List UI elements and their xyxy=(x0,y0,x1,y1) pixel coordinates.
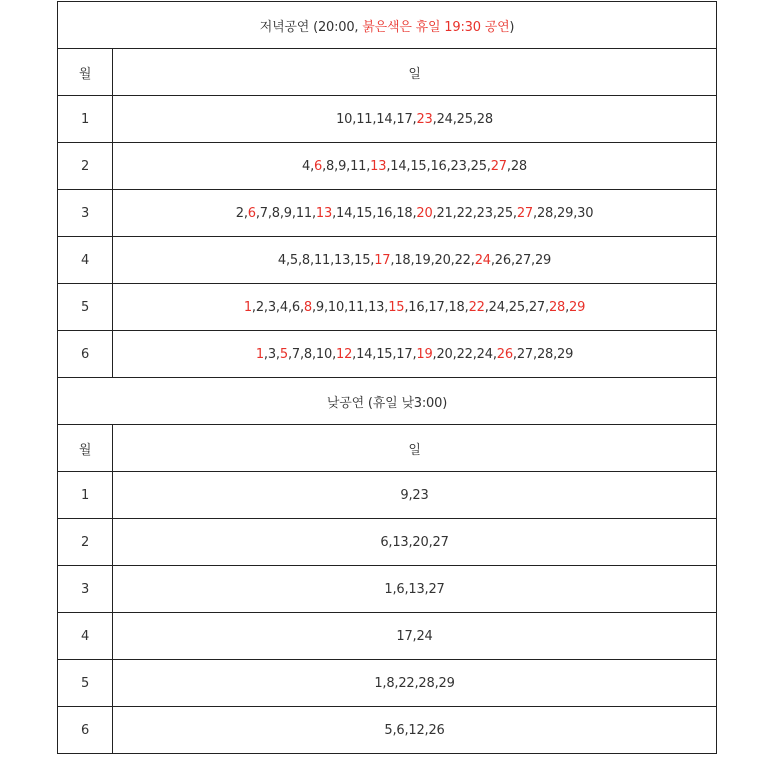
holiday-date: 27 xyxy=(516,205,533,221)
date: 25 xyxy=(508,299,525,315)
days-cell: 9,23 xyxy=(113,472,717,519)
holiday-date: 28 xyxy=(548,299,566,315)
date: 10 xyxy=(336,111,353,127)
date: 6 xyxy=(291,299,300,315)
date: 29 xyxy=(557,205,574,221)
month-cell: 5 xyxy=(58,284,113,331)
date: 5 xyxy=(289,252,298,268)
evening-title-suffix: ) xyxy=(509,19,515,35)
date: 13 xyxy=(368,299,385,315)
date: 18 xyxy=(394,252,411,268)
month-cell: 5 xyxy=(58,660,113,707)
holiday-date: 15 xyxy=(388,299,405,315)
date: 28 xyxy=(476,111,493,127)
evening-title-row xyxy=(58,2,717,49)
evening-title-prefix: 저녁공연 (20:00, xyxy=(259,19,363,35)
date: 22 xyxy=(456,346,473,362)
date: 9 xyxy=(315,299,324,315)
days-cell: 1,8,22,28,29 xyxy=(113,660,717,707)
holiday-date: 13 xyxy=(370,158,387,174)
date: 8 xyxy=(301,252,310,268)
holiday-date: 26 xyxy=(496,346,513,362)
date: 17 xyxy=(396,346,413,362)
date: 28 xyxy=(510,158,527,174)
evening-header-row xyxy=(58,49,717,96)
month-cell: 4 xyxy=(58,613,113,660)
date: 15 xyxy=(410,158,427,174)
matinee-row-2 xyxy=(58,566,717,613)
date: 15 xyxy=(354,252,371,268)
date: 24 xyxy=(488,299,505,315)
matinee-row-3 xyxy=(58,613,717,660)
date: 14 xyxy=(336,205,353,221)
holiday-date: 27 xyxy=(490,158,507,174)
month-cell: 6 xyxy=(58,707,113,754)
date: 29 xyxy=(557,346,574,362)
date: 27 xyxy=(516,346,533,362)
month-cell: 3 xyxy=(58,190,113,237)
date: 4 xyxy=(302,158,311,174)
days-cell: 1,2,3,4,6,8,9,10,11,13,15,16,17,18,22,24,25,27,28,29 xyxy=(113,284,717,331)
date: 3 xyxy=(267,299,276,315)
date: 17 xyxy=(396,111,413,127)
date: 29 xyxy=(534,252,552,268)
header-month: 월 xyxy=(58,425,113,472)
holiday-date: 23 xyxy=(416,111,433,127)
holiday-date: 20 xyxy=(416,205,433,221)
holiday-date: 29 xyxy=(569,299,586,315)
date: 24 xyxy=(476,346,493,362)
matinee-title: 낮공연 (휴일 낮3:00) xyxy=(58,378,717,425)
holiday-date: 5 xyxy=(279,346,288,362)
holiday-date: 1 xyxy=(243,299,252,315)
month-cell: 2 xyxy=(58,143,113,190)
date: 28 xyxy=(536,205,554,221)
date: 3 xyxy=(267,346,276,362)
date: 23 xyxy=(450,158,467,174)
date: 10 xyxy=(327,299,345,315)
evening-row-2 xyxy=(58,190,717,237)
date: 22 xyxy=(454,252,471,268)
date: 7 xyxy=(291,346,300,362)
holiday-date: 8 xyxy=(303,299,312,315)
evening-row-1 xyxy=(58,143,717,190)
date: 8 xyxy=(326,158,335,174)
date: 26 xyxy=(494,252,511,268)
date: 25 xyxy=(496,205,513,221)
date: 14 xyxy=(376,111,393,127)
evening-row-5 xyxy=(58,331,717,378)
holiday-date: 22 xyxy=(468,299,485,315)
date: 7 xyxy=(259,205,268,221)
date: 9 xyxy=(283,205,292,221)
date: 28 xyxy=(536,346,554,362)
date: 30 xyxy=(577,205,594,221)
date: 24 xyxy=(436,111,453,127)
evening-title xyxy=(58,2,717,49)
holiday-date: 1 xyxy=(255,346,264,362)
date: 17 xyxy=(428,299,445,315)
date: 10 xyxy=(315,346,333,362)
date: 18 xyxy=(448,299,465,315)
date: 14 xyxy=(356,346,373,362)
date: 22 xyxy=(456,205,473,221)
date: 27 xyxy=(528,299,546,315)
date: 11 xyxy=(295,205,312,221)
date: 21 xyxy=(436,205,453,221)
date: 11 xyxy=(356,111,373,127)
evening-title-note: 붉은색은 휴일 19:30 공연 xyxy=(362,19,510,35)
date: 4 xyxy=(277,252,286,268)
date: 11 xyxy=(313,252,331,268)
date: 16 xyxy=(430,158,447,174)
date: 18 xyxy=(396,205,413,221)
days-cell: 17,24 xyxy=(113,613,717,660)
matinee-header-row xyxy=(58,425,717,472)
holiday-date: 12 xyxy=(336,346,353,362)
days-cell: 1,6,13,27 xyxy=(113,566,717,613)
date: 27 xyxy=(514,252,532,268)
date: 25 xyxy=(456,111,473,127)
evening-row-4 xyxy=(58,284,717,331)
matinee-row-1 xyxy=(58,519,717,566)
holiday-date: 6 xyxy=(314,158,323,174)
date: 2 xyxy=(255,299,264,315)
holiday-date: 24 xyxy=(474,252,491,268)
date: 25 xyxy=(470,158,487,174)
header-day: 일 xyxy=(113,49,717,96)
holiday-date: 6 xyxy=(247,205,256,221)
month-cell: 3 xyxy=(58,566,113,613)
days-cell: 1,3,5,7,8,10,12,14,15,17,19,20,22,24,26,27,28,29 xyxy=(113,331,717,378)
days-cell: 10,11,14,17,23,24,25,28 xyxy=(113,96,717,143)
date: 20 xyxy=(436,346,453,362)
date: 23 xyxy=(476,205,493,221)
date: 15 xyxy=(356,205,373,221)
days-cell: 4,6,8,9,11,13,14,15,16,23,25,27,28 xyxy=(113,143,717,190)
month-cell: 6 xyxy=(58,331,113,378)
month-cell: 2 xyxy=(58,519,113,566)
date: 11 xyxy=(350,158,367,174)
date: 19 xyxy=(414,252,431,268)
days-cell: 2,6,7,8,9,11,13,14,15,16,18,20,21,22,23,25,27,28,29,30 xyxy=(113,190,717,237)
header-day: 일 xyxy=(113,425,717,472)
date: 16 xyxy=(408,299,425,315)
matinee-row-4 xyxy=(58,660,717,707)
date: 9 xyxy=(338,158,347,174)
days-cell: 5,6,12,26 xyxy=(113,707,717,754)
matinee-row-5 xyxy=(58,707,717,754)
month-cell: 1 xyxy=(58,96,113,143)
date: 11 xyxy=(348,299,365,315)
matinee-row-0 xyxy=(58,472,717,519)
evening-row-3 xyxy=(58,237,717,284)
date: 16 xyxy=(376,205,393,221)
date: 4 xyxy=(279,299,288,315)
date: 15 xyxy=(376,346,393,362)
days-cell: 6,13,20,27 xyxy=(113,519,717,566)
date: 8 xyxy=(271,205,280,221)
holiday-date: 13 xyxy=(315,205,333,221)
holiday-date: 19 xyxy=(416,346,433,362)
month-cell: 1 xyxy=(58,472,113,519)
month-cell: 4 xyxy=(58,237,113,284)
date: 2 xyxy=(235,205,244,221)
performance-schedule-table xyxy=(57,1,717,754)
days-cell: 4,5,8,11,13,15,17,18,19,20,22,24,26,27,29 xyxy=(113,237,717,284)
header-month: 월 xyxy=(58,49,113,96)
matinee-title-row xyxy=(58,378,717,425)
date: 14 xyxy=(390,158,407,174)
date: 20 xyxy=(434,252,451,268)
date: 8 xyxy=(303,346,312,362)
date: 13 xyxy=(334,252,351,268)
holiday-date: 17 xyxy=(374,252,391,268)
evening-row-0 xyxy=(58,96,717,143)
